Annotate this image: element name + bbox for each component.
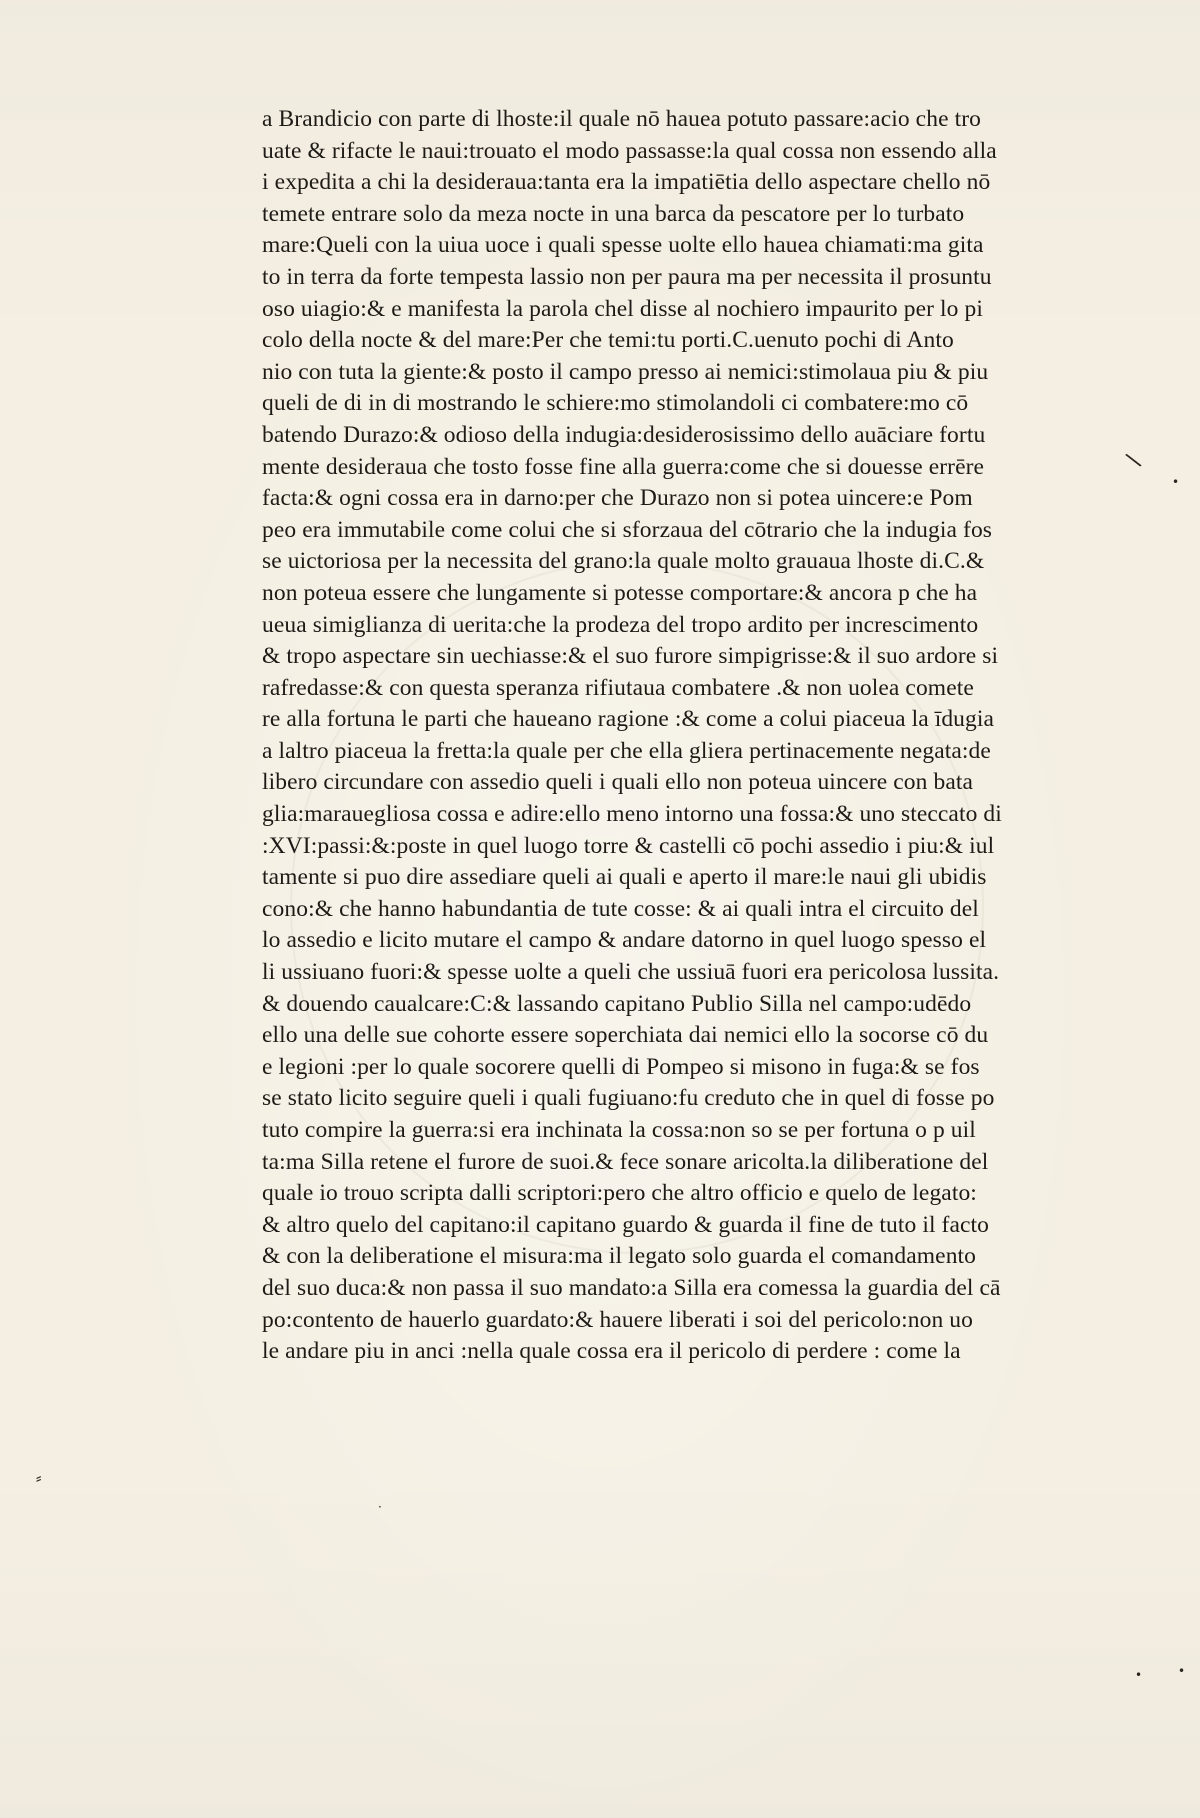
text-line: mare:Queli con la uiua uoce i quali spesse uolte ello hauea chiamati:ma gita	[262, 232, 984, 259]
text-line: & altro quelo del capitano:il capitano guardo & guarda il fine de tuto il facto	[262, 1211, 990, 1238]
text-line: tuto compire la guerra:si era inchinata la cossa:non so se per fortuna o p uil	[262, 1117, 976, 1143]
text-line: a laltro piaceua la fretta:la quale per che ella gliera pertinacemente negata:de	[262, 737, 991, 764]
text-line: ello una delle sue cohorte essere soperchiata dai nemici ello la socorse cō du	[262, 1022, 989, 1049]
ink-speck: ⸗	[36, 1468, 42, 1487]
text-line: libero circundare con assedio queli i quali ello non poteua uincere con bata	[262, 769, 974, 796]
text-line: lo assedio e licito mutare el campo & andare datorno in quel luogo spesso el	[262, 927, 987, 954]
ink-speck: \	[1123, 448, 1144, 473]
ink-speck: •	[1135, 1668, 1143, 1682]
text-line: to in terra da forte tempesta lassio non per paura ma per necessita il prosuntu	[262, 263, 992, 290]
text-line: tamente si puo dire assediare queli ai quali e aperto il mare:le naui gli ubidis	[262, 864, 987, 891]
text-line: uate & rifacte le naui:trouato el modo passasse:la qual cossa non essendo alla	[262, 137, 997, 164]
text-line: & douendo caualcare:C:& lassando capitano Publio Silla nel campo:udēdo	[262, 990, 972, 1017]
text-line: oso uiagio:& e manifesta la parola chel disse al nochiero impaurito per lo pi	[262, 295, 983, 322]
body-text	[262, 104, 1092, 1368]
ink-speck: ·	[378, 1500, 382, 1514]
text-line: le andare piu in anci :nella quale cossa era il pericolo di perdere : come la	[262, 1338, 961, 1365]
text-line: :XVI:passi:&:poste in quel luogo torre & castelli cō pochi assedio i piu:& iul	[262, 832, 995, 859]
text-line: nio con tuta la giente:& posto il campo presso ai nemici:stimolaua piu & piu	[262, 358, 989, 385]
text-line: re alla fortuna le parti che haueano ragione :& come a colui piaceua la īdugia	[262, 706, 995, 733]
text-line: queli de di in di mostrando le schiere:mo stimolandoli ci combatere:mo cō	[262, 390, 969, 417]
text-line: cono:& che hanno habundantia de tute cosse: & ai quali intra el circuito del	[262, 895, 979, 922]
ink-speck: •	[1178, 1664, 1186, 1678]
text-line: colo della nocte & del mare:Per che temi:tu porti.C.uenuto pochi di Anto	[262, 327, 954, 354]
text-line: non poteua essere che lungamente si potesse comportare:& ancora p che ha	[262, 579, 978, 606]
text-line: quale io trouo scripta dalli scriptori:pero che altro officio e quelo de legato:	[262, 1180, 977, 1207]
text-line: temete entrare solo da meza nocte in una barca da pescatore per lo turbato	[262, 200, 965, 227]
text-line: rafredasse:& con questa speranza rifiutaua combatere .& non uolea comete	[262, 674, 974, 701]
text-line: ueua simiglianza di uerita:che la prodeza del tropo ardito per increscimento	[262, 611, 979, 638]
text-line: ta:ma Silla retene el furore de suoi.& fece sonare aricolta.la diliberatione del	[262, 1148, 989, 1175]
ink-speck: •	[1172, 475, 1180, 489]
text-line: facta:& ogni cossa era in darno:per che Durazo non si potea uincere:e Pom	[262, 485, 973, 512]
text-line: se uictoriosa per la necessita del grano:la quale molto grauaua lhoste di.C.&	[262, 548, 985, 575]
text-line: li ussiuano fuori:& spesse uolte a queli che ussiuā fuori era pericolosa lussita.	[262, 959, 1000, 986]
text-line: se stato licito seguire queli i quali fugiuano:fu creduto che in quel di fosse po	[262, 1085, 995, 1112]
text-line: del suo duca:& non passa il suo mandato:a Silla era comessa la guardia del cā	[262, 1274, 1001, 1301]
text-line: peo era immutabile come colui che si sforzaua del cōtrario che la indugia fos	[262, 516, 993, 543]
text-line: mente desideraua che tosto fosse fine alla guerra:come che si douesse errēre	[262, 453, 985, 480]
text-line: batendo Durazo:& odioso della indugia:desiderosissimo dello auāciare fortu	[262, 421, 986, 448]
text-line: i expedita a chi la desideraua:tanta era la impatiētia dello aspectare chello nō	[262, 169, 991, 196]
text-line: glia:marauegliosa cossa e adire:ello meno intorno una fossa:& uno steccato di	[262, 801, 1002, 828]
text-line: e legioni :per lo quale socorere quelli di Pompeo si misono in fuga:& se fos	[262, 1053, 980, 1080]
text-line: & con la deliberatione el misura:ma il legato solo guarda el comandamento	[262, 1243, 977, 1270]
text-line: & tropo aspectare sin uechiasse:& el suo furore simpigrisse:& il suo ardore si	[262, 643, 999, 670]
text-line: po:contento de hauerlo guardato:& hauere liberati i soi del pericolo:non uo	[262, 1306, 973, 1333]
text-line: a Brandicio con parte di lhoste:il quale nō hauea potuto passare:acio che tro	[262, 106, 981, 132]
